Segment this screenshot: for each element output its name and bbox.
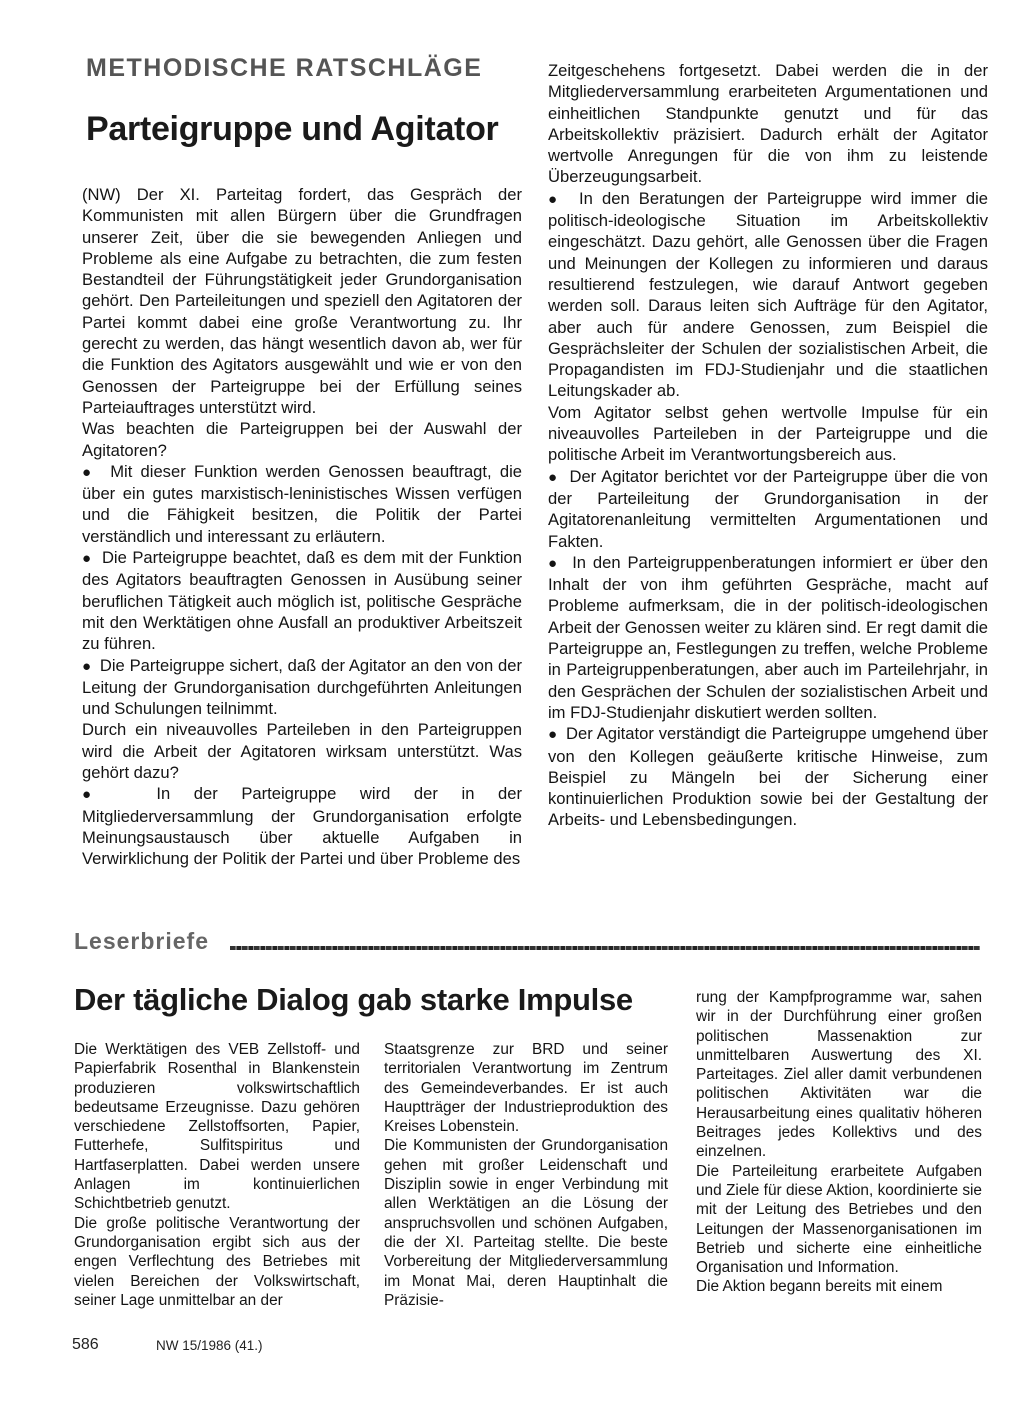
paragraph: Die Werktätigen des VEB Zellstoff- und Papierfabrik Rosenthal in Blankenstein produzieren volkswirtschaftlich bedeutsame Erzeugnisse. Dazu gehören verschiedene Zellstoffsorten, Papier, Futterhefe, Sulfitspiritus und Hartfaserplatten. Dabei werden unsere Anlagen im kontinuierlichen Schichtbetrieb genutzt. bbox=[74, 1041, 360, 1213]
bullet-paragraph: ● Mit dieser Funktion werden Genossen beauftragt, die über ein gutes marxistisch-leninistisches Wissen verfügen und die Fähigkeit besitzen, die Politik der Partei verständlich und interessant zu erläutern. bbox=[82, 461, 522, 547]
paragraph: (NW) Der XI. Parteitag fordert, das Gespräch der Kommunisten mit allen Bürgern über die Grundfragen unserer Zeit, über die sie bewegenden Anliegen und Probleme als eine Aufgabe zu betrachten, die zum festen Bestandteil der Führungstätigkeit jeder Grundorganisation gehört. Den Parteileitungen und speziell den Agitatoren der Partei kommt dabei eine große Verantwortung zu. Ihr gerecht zu werden, das hängt wesentlich davon ab, wer für die Funktion des Agitators ausgewählt und wie er von den Genossen der Parteigruppe bei der Erfüllung seines Parteiauftrages unterstützt wird. bbox=[82, 185, 522, 417]
bullet-paragraph: ● Der Agitator berichtet vor der Parteigruppe über die von der Parteileitung der Grundorganisation in der Agitatorenanleitung vermittelten Argumentationen und Fakten. bbox=[548, 466, 988, 552]
section-kicker: METHODISCHE RATSCHLÄGE bbox=[86, 54, 483, 82]
paragraph: Vom Agitator selbst gehen wertvolle Impulse für ein niveauvolles Parteileben in der Parteigruppe und die politische Arbeit im Verantwortungsbereich aus. bbox=[548, 402, 988, 465]
paragraph: rung der Kampfprogramme war, sahen wir in der Durchführung einer großen politischen Massenaktion zur unmittelbaren Auswertung des XI. Parteitages. Ziel aller damit verbundenen politischen Aktivitäten war die Herausarbeitung eines qualitativ höheren Beitrages jedes Kollektivs und des einzelnen. bbox=[696, 989, 982, 1161]
letter-column-2 bbox=[384, 1040, 668, 1310]
section-rule bbox=[230, 946, 980, 950]
bullet-paragraph: ● In den Parteigruppenberatungen informiert er über den Inhalt der von ihm geführten Gespräche, macht auf Probleme aufmerksam, die in der politisch-ideologischen Arbeit der Genossen weiter zu klären sind. Er regt damit die Parteigruppe an, Festlegungen zu treffen, welche Probleme in Parteigruppenberatungen, aber auch im Parteilehrjahr, in den Gesprächen der Schulen der sozialistischen Arbeit und im FDJ-Studienjahr diskutiert werden sollten. bbox=[548, 552, 988, 723]
paragraph: Durch ein niveauvolles Parteileben in den Parteigruppen wird die Arbeit der Agitatoren wirksam unterstützt. Was gehört dazu? bbox=[82, 720, 522, 783]
paragraph: Die große politische Verantwortung der Grundorganisation ergibt sich aus der engen Verflechtung des Betriebes mit vielen Bereichen der Volkswirtschaft, seiner Lage unmittelbar an der bbox=[74, 1214, 360, 1309]
section-label: Leserbriefe bbox=[74, 928, 210, 954]
letter-column-3 bbox=[696, 988, 982, 1297]
section-header-leserbriefe bbox=[74, 928, 986, 962]
bullet-paragraph: ● Der Agitator verständigt die Parteigruppe umgehend über von den Kollegen geäußerte kritische Hinweise, zum Beispiel zu Mängeln bei der Sicherung einer kontinuierlichen Produktion sowie bei der Gestaltung der Arbeits- und Lebensbedingungen. bbox=[548, 723, 988, 830]
bullet-paragraph: ● In der Parteigruppe wird der in der Mitgliederversammlung der Grundorganisation erfolgte Meinungsaustausch über aktuelle Aufgaben in Verwirklichung der Politik der Partei und über Probleme des bbox=[82, 783, 522, 869]
letter-column-1 bbox=[74, 1040, 360, 1310]
paragraph: Zeitgeschehens fortgesetzt. Dabei werden die in der Mitgliederversammlung erarbeiteten Argumentationen und einheitlichen Standpunkte genutzt und für das Arbeitskollektiv präzisiert. Dadurch erhält der Agitator wertvolle Anregungen für die von ihm zu leistende Überzeugungsarbeit. bbox=[548, 61, 988, 187]
article-column-left bbox=[82, 184, 522, 870]
bullet-paragraph: ● Die Parteigruppe sichert, daß der Agitator an den von der Leitung der Grundorganisation durchgeführten Anleitungen und Schulungen teilnimmt. bbox=[82, 655, 522, 720]
paragraph: Staatsgrenze zur BRD und seiner territorialen Verantwortung im Zentrum des Gemeindeverbandes. Er ist auch Hauptträger der Industrieproduktion des Kreises Lobenstein. bbox=[384, 1041, 668, 1136]
paragraph: Die Kommunisten der Grundorganisation gehen mit großer Leidenschaft und Disziplin sowie in enger Verbindung mit allen Werktätigen an die Lösung der anspruchsvollen und schönen Aufgaben, die der XI. Parteitag stellte. Die beste Vorbereitung der Mitgliederversammlung im Monat Mai, deren Hauptinhalt die Präzisie- bbox=[384, 1137, 668, 1309]
letter-title: Der tägliche Dialog gab starke Impulse bbox=[74, 982, 633, 1017]
bullet-paragraph: ● Die Parteigruppe beachtet, daß es dem mit der Funktion des Agitators beauftragten Genossen in Ausübung seiner beruflichen Tätigkeit auch möglich ist, politische Gespräche mit den Werktätigen ohne Ausfall an produktiver Arbeitszeit zu führen. bbox=[82, 547, 522, 654]
bullet-paragraph: ● In den Beratungen der Parteigruppe wird immer die politisch-ideologische Situation im Arbeitskollektiv eingeschätzt. Dazu gehört, alle Genossen über die Fragen und Meinungen der Kollegen zu informieren und daraus resultierend festzulegen, wie darauf Antwort gegeben werden soll. Daraus leiten sich Aufträge für den Agitator, aber auch für andere Genossen, zum Beispiel die Gesprächsleiter der Schulen der sozialistischen Arbeit, die Propagandisten im FDJ-Studienjahr und die staatlichen Leitungskader ab. bbox=[548, 188, 988, 402]
issue-info: NW 15/1986 (41.) bbox=[156, 1338, 263, 1353]
paragraph: Die Aktion begann bereits mit einem bbox=[696, 1278, 943, 1296]
article-column-right bbox=[548, 60, 988, 831]
article-title: Parteigruppe und Agitator bbox=[86, 110, 499, 148]
page-number: 586 bbox=[72, 1336, 99, 1353]
paragraph: Die Parteileitung erarbeitete Aufgaben und Ziele für diese Aktion, koordinierte sie mit der Leitung des Betriebes und den Leitungen der Massenorganisationen im Betrieb und sicherte eine einheitliche Organisation und Information. bbox=[696, 1162, 982, 1277]
paragraph: Was beachten die Parteigruppen bei der Auswahl der Agitatoren? bbox=[82, 419, 522, 460]
